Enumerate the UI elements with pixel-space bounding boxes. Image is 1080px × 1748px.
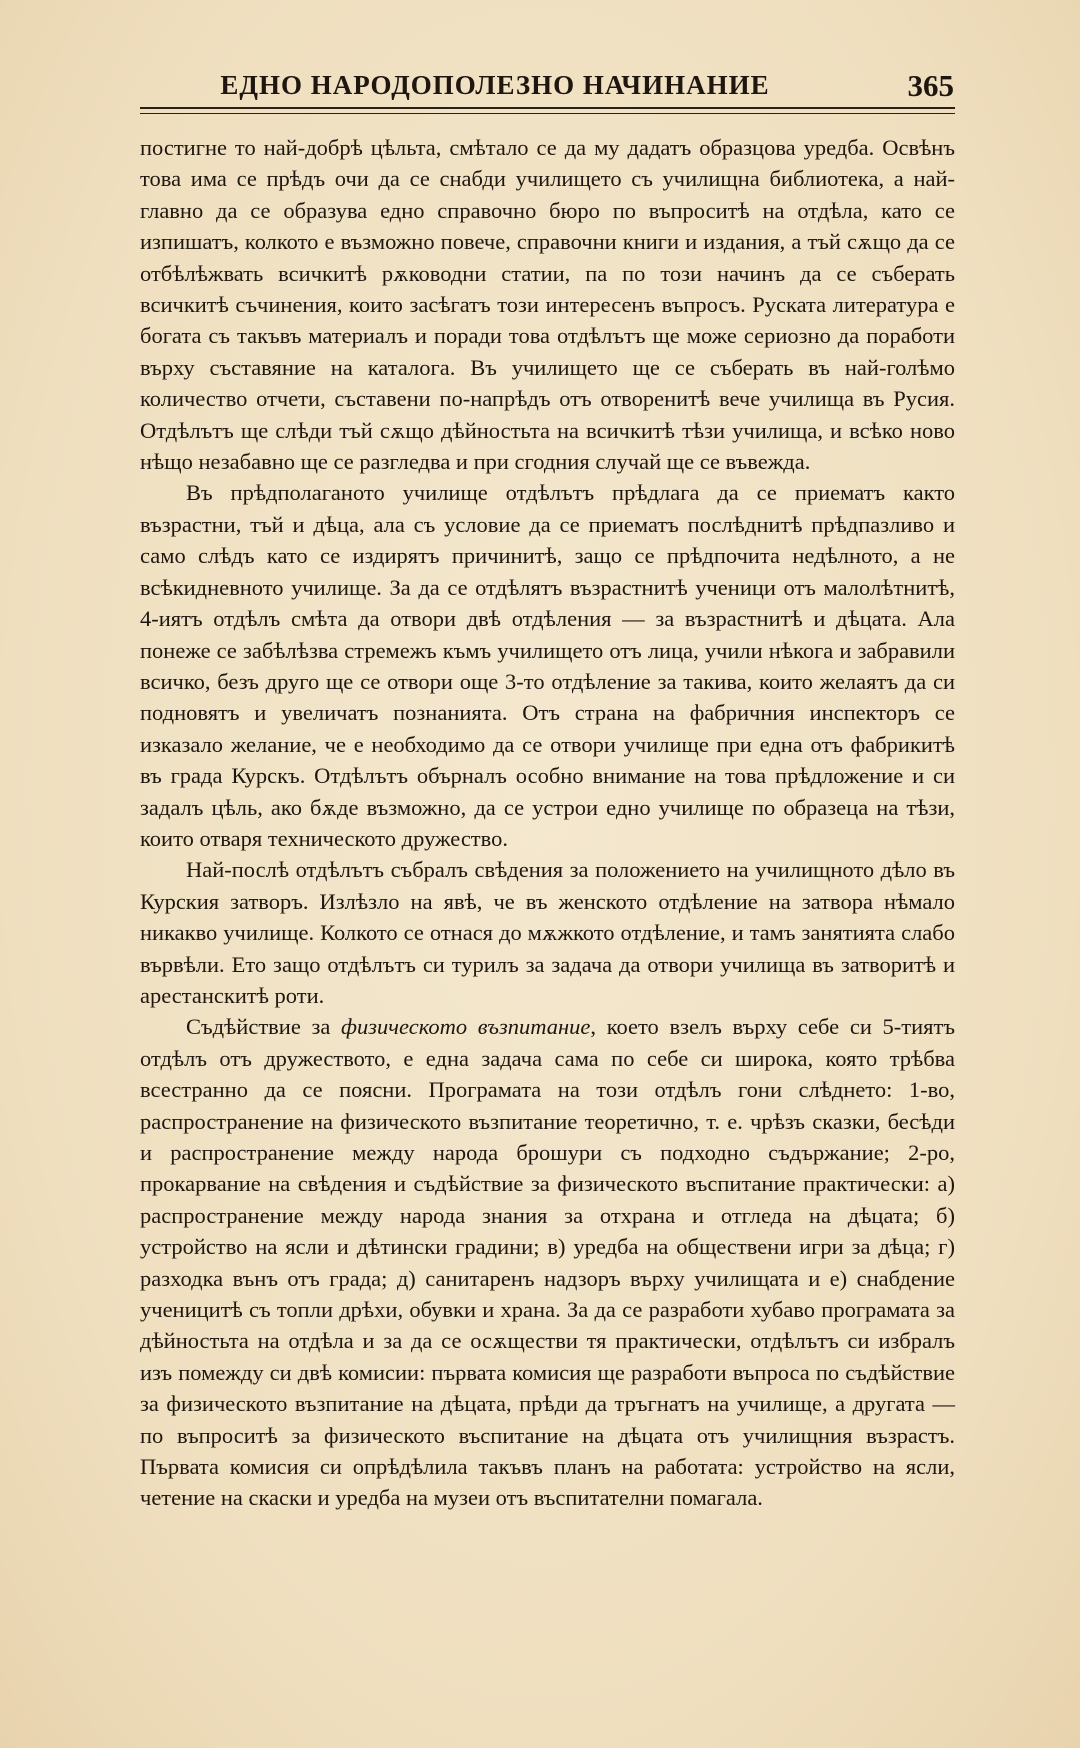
paragraph: постигне то най-добрѣ цѣльта, смѣтало се да му дадатъ образцова уредба. Освѣнъ това има се прѣдъ очи да се снабди училището съ училищна библиотека, а най-главно да се образува едно справочно бюро по въпроситѣ на отдѣла, като се изпишатъ, колкото е възможно повече, справочни книги и издания, а тъй сѫщо да се отбѣлѣжвать всичкитѣ рѫководни статии, па по този начинъ да се съберать всичкитѣ съчинения, които засѣгатъ този интересенъ въпросъ. Руската литература е богата съ такъвъ материалъ и поради това отдѣлътъ ще може сериозно да поработи върху съставяние на каталога. Въ училището ще се съберать въ най-голѣмо количество отчети, съставени по-напрѣдъ отъ отворенитѣ вече училища въ Русия. Отдѣлътъ ще слѣди тъй сѫщо дѣйностьта на всичкитѣ тѣзи училища, и всѣко ново нѣщо незабавно ще се разгледва и при сгодния случай ще се въвежда. xyxy=(140,135,955,475)
paragraph-rest: , което взелъ върху себе си 5-тиятъ отдѣлъ отъ дружеството, е една задача сама по себе си широка, която трѣбва всестранно да се поясни. Програмата на този отдѣлъ гони слѣднето: 1-во, распространение на физическото възпитание теоретично, т. е. чрѣзъ сказки, бесѣди и распространение между народа брошури съ подходно съдържание; 2-ро, прокарвание на свѣдения и съдѣйствие за физическото въспитание практически: а) распространение между народа знания за отхрана и отгледа на дѣцата; б) устройство на ясли и дѣтински градини; в) уредба на обществени игри за дѣца; г) разходка вънъ отъ града; д) санитаренъ надзоръ върху училищата и е) снабдение ученицитѣ съ топли дрѣхи, обувки и храна. За да се разработи хубаво програмата за дѣйностьта на отдѣла и за да се осѫществи тя практически, отдѣлътъ си избралъ изъ помежду си двѣ комисии: първата комисия ще разработи въпроса по съдѣйствие за физическото възпитание на дѣцата, прѣди да тръгнатъ на училище, а другата — по въпроситѣ за физическото въспитание на дѣцата отъ училищния възрастъ. Първата комисия си опрѣдѣлила такъвъ планъ на работата: устройство на ясли, четение на скаски и уредба на музеи отъ въспитателни помагала. xyxy=(140,1014,955,1511)
body-text xyxy=(140,132,955,1514)
running-title: ЕДНО НАРОДОПОЛЕЗНО НАЧИНАНИЕ xyxy=(220,70,770,100)
header-rule-thick xyxy=(140,107,955,109)
emphasized-term: физическото възпитание xyxy=(341,1014,591,1040)
paragraph xyxy=(140,1011,955,1514)
page-number: 365 xyxy=(907,68,954,103)
paragraph: Въ прѣдполаганото училище отдѣлътъ прѣдлага да се приематъ както възрастни, тъй и дѣца, ала съ условие да се приематъ послѣднитѣ прѣдпазливо и само слѣдъ като се издирятъ причинитѣ, защо се прѣдпочита недѣлното, а не всѣкидневното училище. За да се отдѣлятъ възрастнитѣ ученици отъ малолѣтнитѣ, 4-иятъ отдѣлъ смѣта да отвори двѣ отдѣления — за възрастнитѣ и дѣцата. Ала понеже се забѣлѣзва стремежъ къмъ училището отъ лица, учили нѣкога и забравили всичко, безъ друго ще се отвори още 3-то отдѣление за такива, които желаятъ да си подновятъ и увеличатъ познанията. Отъ страна на фабричния инспекторъ се изказало желание, че е необходимо да се отвори училище при една отъ фабрикитѣ въ града Курскъ. Отдѣлътъ обърналъ особно внимание на това прѣдложение и си задалъ цѣль, ако бѫде възможно, да се устрои едно училище по образеца на тѣзи, които отваря техническото дружество. xyxy=(140,480,955,851)
header-rule-thin xyxy=(140,113,955,114)
paragraph-lead: Съдѣйствие за xyxy=(186,1014,342,1040)
paragraph: Най-послѣ отдѣлътъ събралъ свѣдения за положението на училищното дѣло въ Курския затворъ. Излѣзло на явѣ, че въ женското отдѣление на затвора нѣмало никакво училище. Колкото се отнася до мѫжкото отдѣление, и тамъ занятията слабо вървѣли. Ето защо отдѣлътъ си турилъ за задача да отвори училища въ затворитѣ и арестанскитѣ роти. xyxy=(140,857,955,1008)
